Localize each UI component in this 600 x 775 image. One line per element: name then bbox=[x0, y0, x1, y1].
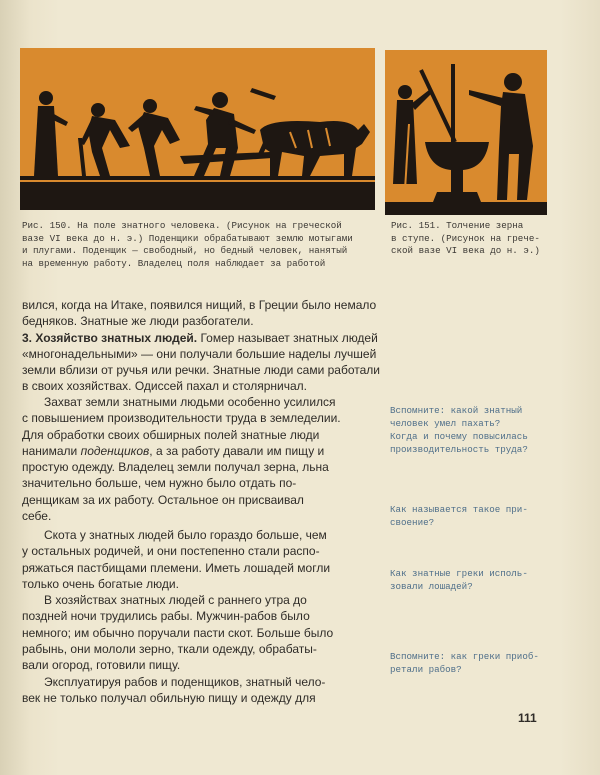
sidenote-line: производительность труда? bbox=[390, 444, 528, 455]
sidenote-line: Вспомните: как греки приоб- bbox=[390, 651, 539, 662]
sidenote-line: зовали лошадей? bbox=[390, 581, 473, 592]
text-line: в своих хозяйствах. Одиссей пахал и столярничал. bbox=[22, 379, 307, 394]
caption-150-line: Рис. 150. На поле знатного человека. (Рисунок на греческой bbox=[22, 220, 342, 231]
term-podenshchiki: поденщиков bbox=[80, 443, 150, 458]
text-fragment: Гомер называет знатных людей bbox=[197, 330, 378, 345]
sidenote-line: Как знатные греки исполь- bbox=[390, 568, 528, 579]
figure-150-field-work bbox=[20, 48, 375, 210]
sidenote-line: ретали рабов? bbox=[390, 664, 462, 675]
text-line: ряжаться пастбищами племени. Иметь лошадей могли bbox=[22, 560, 331, 575]
text-line: себе. bbox=[22, 509, 52, 524]
text-line: с повышением производительности труда в земледелии. bbox=[22, 411, 341, 426]
text-line: только очень богатые люди. bbox=[22, 576, 179, 591]
text-line-with-italic bbox=[22, 443, 341, 459]
page-number: 111 bbox=[518, 711, 537, 725]
text-line: В хозяйствах знатных людей с раннего утра до bbox=[44, 593, 307, 607]
text-line: Для обработки своих обширных полей знатные люди bbox=[22, 427, 320, 442]
text-line: немного; им обычно поручали пасти скот. Больше было bbox=[22, 625, 334, 640]
caption-figure-150 bbox=[22, 220, 377, 270]
caption-151-line: Рис. 151. Толчение зерна bbox=[391, 220, 524, 231]
caption-figure-151 bbox=[391, 220, 551, 258]
sidenote-line: человек умел пахать? bbox=[390, 418, 501, 429]
sidenote-question-2 bbox=[390, 503, 575, 529]
paragraph-cattle bbox=[22, 527, 330, 592]
caption-150-line: на временную работу. Владелец поля наблюдает за работой bbox=[22, 257, 326, 269]
text-line: вился, когда на Итаке, появился нищий, в Греции было немало bbox=[22, 298, 377, 312]
caption-151-line: в ступе. (Рисунок на грече- bbox=[391, 232, 540, 244]
vase-painting-field bbox=[20, 48, 375, 210]
section-3-heading: 3. Хозяйство знатных людей. bbox=[22, 330, 198, 345]
sidenote-line: Как называется такое при- bbox=[390, 504, 528, 515]
text-line: простую одежду. Владелец земли получал зерна, льна bbox=[22, 460, 329, 475]
sidenote-question-1 bbox=[390, 404, 575, 456]
sidenote-question-4 bbox=[390, 650, 575, 676]
section-3-first-line bbox=[22, 330, 380, 346]
text-fragment: , а за работу давали им пищу и bbox=[149, 443, 325, 458]
text-line: вали огород, готовили пищу. bbox=[22, 658, 181, 673]
paragraph-exploitation bbox=[22, 674, 325, 707]
text-line: Эксплуатируя рабов и поденщиков, знатный чело- bbox=[44, 675, 326, 689]
sidenote-question-3 bbox=[390, 567, 575, 593]
text-line: век не только получал обильную пищу и одежду для bbox=[22, 691, 316, 706]
base-band bbox=[385, 202, 547, 215]
text-fragment: нанимали bbox=[22, 443, 81, 458]
text-line: поздней ночи трудились рабы. Мужчин-рабов было bbox=[22, 609, 310, 624]
text-line: «многонадельными» — они получали большие наделы лучшей bbox=[22, 346, 377, 361]
caption-150-line: вазе VI века до н. э.) Поденщики обрабатывают землю мотыгами bbox=[22, 232, 353, 244]
text-line: земли вблизи от ручья или речки. Знатные люди сами работали bbox=[22, 363, 380, 378]
paragraph-land-seizure bbox=[22, 394, 341, 524]
text-line: у остальных родичей, и они постепенно стали распо- bbox=[22, 544, 320, 559]
paragraph-slaves bbox=[22, 592, 333, 673]
figure-151-grain-pounding bbox=[385, 50, 547, 215]
sidenote-line: Когда и почему повысилась bbox=[390, 431, 528, 442]
text-line: Захват земли знатными людьми особенно усилился bbox=[44, 395, 336, 409]
caption-151-line: ской вазе VI века до н. э.) bbox=[391, 245, 540, 256]
text-line: значительно больше, чем нужно было отдать по- bbox=[22, 476, 297, 491]
caption-150-line: и плугами. Поденщик — свободный, но бедный человек, нанятый bbox=[22, 245, 348, 256]
intro-paragraph bbox=[22, 297, 380, 395]
text-line: денщикам за их работу. Остальное он присваивал bbox=[22, 492, 304, 507]
vase-painting-mortar bbox=[385, 50, 547, 215]
text-line: рабынь, они мололи зерно, ткали одежду, обрабаты- bbox=[22, 641, 317, 656]
text-line: Скота у знатных людей было гораздо больше, чем bbox=[44, 528, 327, 542]
text-line: бедняков. Знатные же люди разбогатели. bbox=[22, 314, 254, 329]
sidenote-line: Вспомните: какой знатный bbox=[390, 405, 523, 416]
sidenote-line: своение? bbox=[390, 517, 435, 528]
